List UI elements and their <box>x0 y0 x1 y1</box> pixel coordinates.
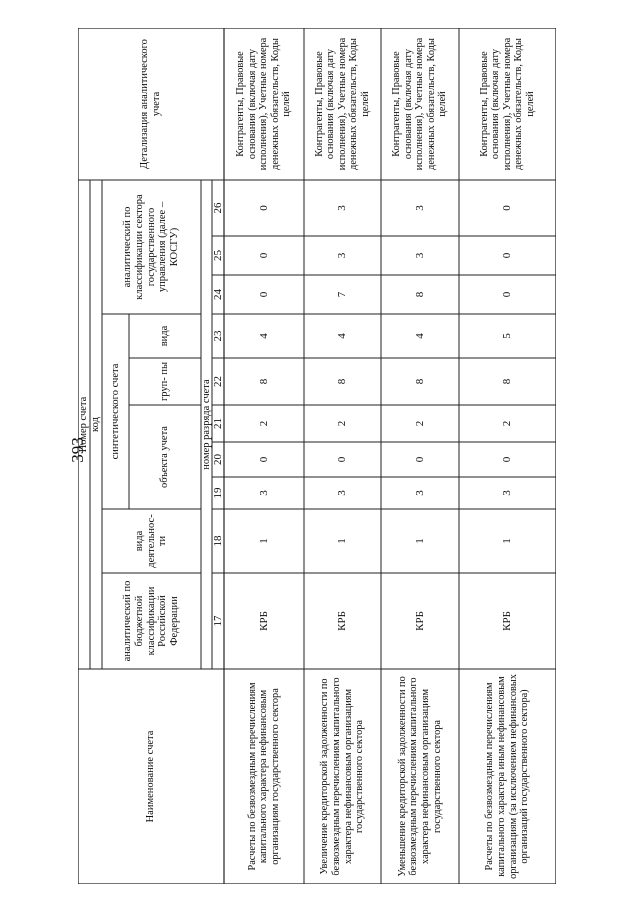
row-value: 1 <box>257 538 270 544</box>
row-value: 3 <box>336 490 349 496</box>
digit-label: 23 <box>212 330 224 342</box>
row-value: 8 <box>413 291 426 298</box>
header-digit-number: номер разряда счета <box>201 379 212 470</box>
row-value: 3 <box>413 252 426 259</box>
row-value: 3 <box>413 205 426 211</box>
row-value: 0 <box>501 252 514 259</box>
digit-label: 20 <box>212 454 224 465</box>
row-value: 0 <box>257 291 270 298</box>
header-budget-classification: аналитический по бюджетной классификации Российской Федерации <box>121 580 181 662</box>
header-kind: вида <box>159 325 171 347</box>
page-number: 393 <box>68 437 87 463</box>
row-detail: Контрагенты, Правовые основания (включая дату исполнения), Учетные номера денежных обязательств, Коды целей <box>391 37 449 171</box>
row-detail: Контрагенты, Правовые основания (включая дату исполнения), Учетные номера денежных обязательств, Коды целей <box>235 37 293 171</box>
row-value: КРБ <box>413 611 426 631</box>
row-detail: Контрагенты, Правовые основания (включая дату исполнения), Учетные номера денежных обязательств, Коды целей <box>313 37 371 171</box>
row-value: 0 <box>257 252 270 259</box>
row-name: Расчеты по безвозмездным перечислениям капитального характера нефинансовым организациям государственного сектора <box>246 682 281 871</box>
header-group: груп- пы <box>159 361 171 402</box>
digit-label: 19 <box>212 487 224 499</box>
digit-label: 25 <box>212 250 224 261</box>
row-value: КРБ <box>257 611 270 631</box>
row-value: 1 <box>501 538 514 544</box>
row-value: 0 <box>501 205 514 211</box>
header-code: код <box>90 417 102 432</box>
row-value: КРБ <box>336 611 349 631</box>
row-value: 0 <box>257 456 270 463</box>
row-value: 0 <box>501 291 514 298</box>
digit-label: 17 <box>212 615 224 627</box>
row-value: 7 <box>336 291 349 298</box>
row-value: 3 <box>336 252 349 259</box>
row-value: 3 <box>501 490 514 496</box>
header-detail: Детализация аналитического учета <box>139 39 162 169</box>
header-name: Наименование счета <box>145 730 157 823</box>
header-account-number: Номер счета <box>78 396 90 453</box>
row-value: 4 <box>413 333 426 339</box>
row-value: 2 <box>336 420 349 427</box>
row-value: 8 <box>336 378 349 385</box>
row-value: 8 <box>257 378 270 385</box>
digit-label: 22 <box>212 376 224 387</box>
row-value: 2 <box>413 420 426 427</box>
row-value: 0 <box>336 456 349 463</box>
row-detail: Контрагенты, Правовые основания (включая дату исполнения), Учетные номера денежных обязательств, Коды целей <box>478 37 536 171</box>
row-value: 3 <box>257 490 270 496</box>
row-value: 1 <box>413 538 426 544</box>
header-activity-type: вида деятельнос- ти <box>133 514 169 568</box>
digit-label: 24 <box>212 289 224 300</box>
row-value: 8 <box>413 378 426 385</box>
digit-label: 18 <box>212 535 224 547</box>
header-object: объекта учета <box>159 426 171 488</box>
row-name: Уменьшение кредиторской задолженности по безвозмездным перечислениям капитального характера нефинансовым организациям государственного сектора <box>396 676 443 877</box>
row-value: 3 <box>336 205 349 211</box>
row-value: 0 <box>413 456 426 463</box>
row-name: Расчеты по безвозмездным перечислениям капитального характера иным нефинансовым организациям (за исключением нефинансовых организаций государственного сектора) <box>484 674 531 879</box>
row-value: 2 <box>501 420 514 427</box>
header-kosgu: аналитический по классификации сектора государственного управления (далее – КОСГУ) <box>121 194 181 300</box>
row-name: Увеличение кредиторской задолженности по безвозмездным перечислениям капитального характера нефинансовым организациям государственного сектора <box>319 677 366 876</box>
row-value: 0 <box>501 456 514 463</box>
row-value: 4 <box>257 333 270 339</box>
row-value: 3 <box>413 490 426 496</box>
row-value: 1 <box>336 538 349 544</box>
row-value: 5 <box>501 333 514 339</box>
account-table <box>78 28 556 884</box>
row-value: 8 <box>501 378 514 385</box>
header-synthetic-account: синтетического счета <box>109 363 121 460</box>
digit-label: 21 <box>212 418 224 429</box>
row-value: 4 <box>336 333 349 339</box>
digit-label: 26 <box>212 202 224 214</box>
row-value: КРБ <box>501 611 514 631</box>
row-value: 0 <box>257 205 270 211</box>
row-value: 2 <box>257 420 270 427</box>
